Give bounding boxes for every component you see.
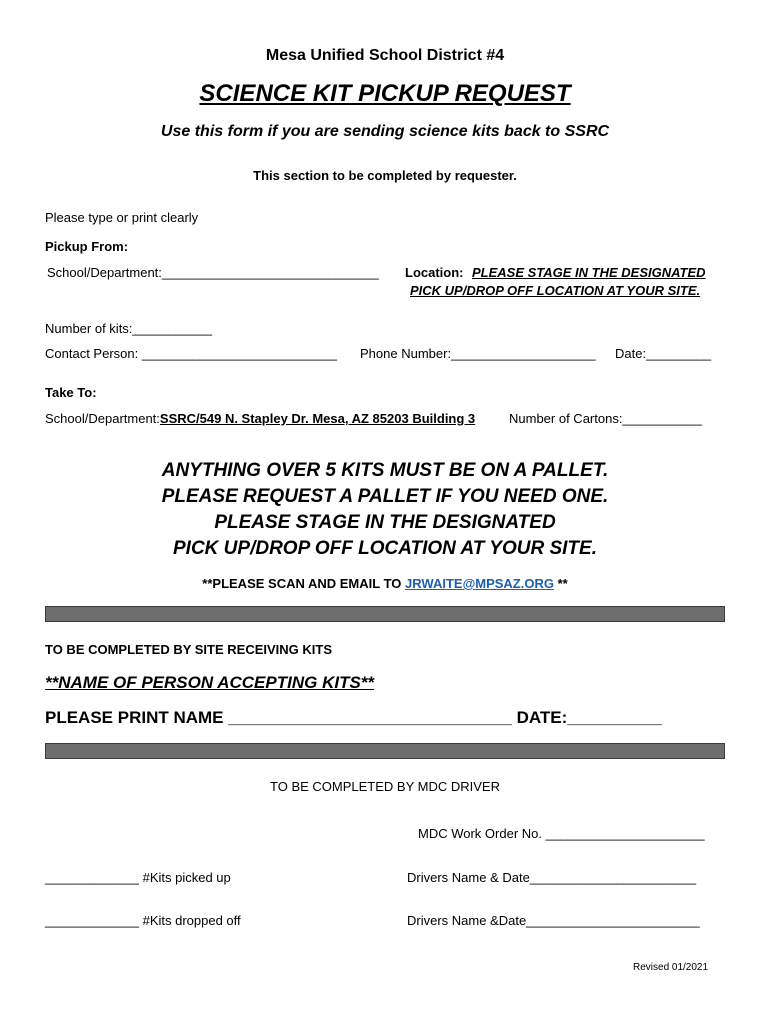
number-of-cartons-field[interactable]: Number of Cartons:___________ <box>509 411 702 426</box>
receiving-heading: TO BE COMPLETED BY SITE RECEIVING KITS <box>45 642 333 657</box>
print-clearly-note: Please type or print clearly <box>45 210 199 225</box>
scan-email-suffix: ** <box>553 576 568 591</box>
notice-line-2: PLEASE REQUEST A PALLET IF YOU NEED ONE. <box>161 486 609 507</box>
work-order-field[interactable]: MDC Work Order No. ______________________ <box>418 826 705 841</box>
location-instruction-line1: PLEASE STAGE IN THE DESIGNATED <box>472 265 706 280</box>
notice-line-3: PLEASE STAGE IN THE DESIGNATED <box>214 512 556 533</box>
scan-email-line <box>0 576 770 591</box>
form-subtitle: Use this form if you are sending science kits back to SSRC <box>160 123 610 140</box>
section-divider-bar-2 <box>45 743 725 759</box>
kits-dropped-off-field[interactable]: _____________ #Kits dropped off <box>45 913 241 928</box>
take-to-department-label: School/Department: <box>45 411 160 426</box>
take-to-label: Take To: <box>45 385 97 400</box>
phone-number-field[interactable]: Phone Number:____________________ <box>360 346 596 361</box>
section-divider-bar-1 <box>45 606 725 622</box>
location-label: Location: <box>405 265 464 280</box>
scan-email-prefix: **PLEASE SCAN AND EMAIL TO <box>202 576 406 591</box>
driver-heading: TO BE COMPLETED BY MDC DRIVER <box>270 779 500 794</box>
location-instruction-line2: PICK UP/DROP OFF LOCATION AT YOUR SITE. <box>410 283 701 298</box>
accepting-name-heading: **NAME OF PERSON ACCEPTING KITS** <box>45 673 375 692</box>
district-name: Mesa Unified School District #4 <box>265 47 505 64</box>
kits-picked-up-field[interactable]: _____________ #Kits picked up <box>45 870 231 885</box>
number-of-kits-field[interactable]: Number of kits:___________ <box>45 321 212 336</box>
contact-person-field[interactable]: Contact Person: ___________________________ <box>45 346 338 361</box>
notice-line-1: ANYTHING OVER 5 KITS MUST BE ON A PALLET. <box>161 460 609 481</box>
drivers-name-date-field-1[interactable]: Drivers Name & Date_______________________ <box>407 870 697 885</box>
notice-line-4: PICK UP/DROP OFF LOCATION AT YOUR SITE. <box>173 538 597 559</box>
revision-date: Revised 01/2021 <box>633 962 709 973</box>
email-link[interactable]: JRWAITE@MPSAZ.ORG <box>405 576 554 591</box>
school-department-field[interactable]: School/Department:______________________________ <box>47 265 379 280</box>
date-field[interactable]: Date:_________ <box>615 346 712 361</box>
form-title: SCIENCE KIT PICKUP REQUEST <box>199 80 571 107</box>
pickup-from-label: Pickup From: <box>45 239 129 254</box>
take-to-address: SSRC/549 N. Stapley Dr. Mesa, AZ 85203 Building 3 <box>159 411 476 426</box>
take-to-line <box>45 411 475 426</box>
section-note: This section to be completed by requester. <box>253 168 517 183</box>
print-name-date-field[interactable]: PLEASE PRINT NAME ______________________________ DATE:__________ <box>45 708 662 727</box>
drivers-name-date-field-2[interactable]: Drivers Name &Date________________________ <box>407 913 700 928</box>
